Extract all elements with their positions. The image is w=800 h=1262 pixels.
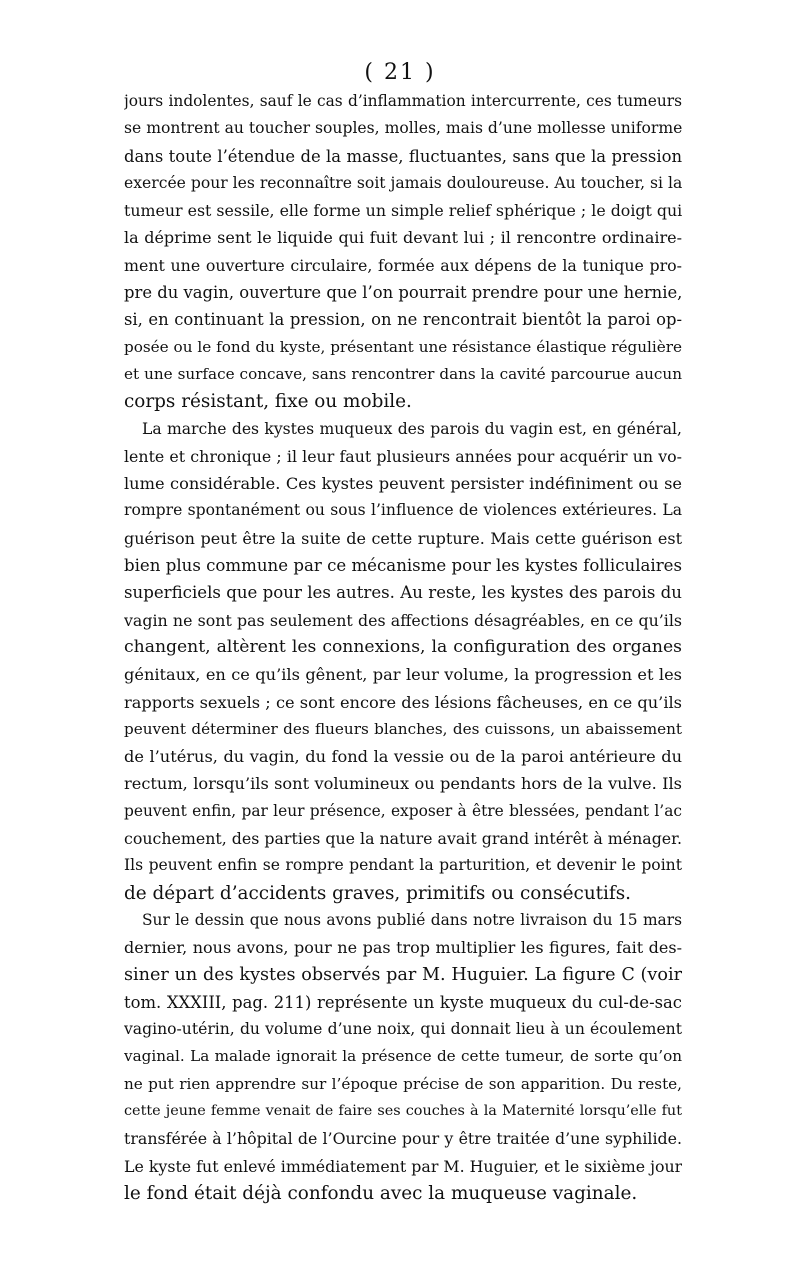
text-line: tom. XXXIII, pag. 211) représente un kyste muqueux du cul-de-sac	[124, 992, 682, 1012]
text-line: lente et chronique ; il leur faut plusieurs années pour acquérir un vo-	[124, 446, 682, 466]
body-text	[124, 88, 682, 1207]
text-line: ne put rien apprendre sur l’époque précise de son apparition. Du reste,	[124, 1074, 682, 1093]
text-line: de départ d’accidents graves, primitifs ou consécutifs.	[124, 882, 632, 904]
text-line: rapports sexuels ; ce sont encore des lésions fâcheuses, en ce qu’ils	[124, 692, 682, 712]
text-line: cette jeune femme venait de faire ses couches à la Maternité lorsqu’elle fut	[124, 1102, 682, 1119]
text-line: rectum, lorsqu’ils sont volumineux ou pendants hors de la vulve. Ils	[124, 774, 682, 794]
text-line: ment une ouverture circulaire, formée aux dépens de la tunique pro-	[124, 255, 682, 275]
text-line: peuvent enfin, par leur présence, exposer à être blessées, pendant l’ac	[124, 801, 682, 820]
text-line: rompre spontanément ou sous l’influence de violences extérieures. La	[124, 501, 682, 520]
text-line: génitaux, en ce qu’ils gênent, par leur volume, la progression et les	[124, 665, 682, 685]
text-line: se montrent au toucher souples, molles, mais d’une mollesse uniforme	[124, 119, 682, 138]
text-line: Ils peuvent enfin se rompre pendant la parturition, et devenir le point	[124, 856, 682, 875]
text-line: posée ou le fond du kyste, présentant une résistance élastique régulière	[124, 337, 682, 356]
text-line: si, en continuant la pression, on ne rencontrait bientôt la paroi op-	[124, 310, 682, 330]
text-line: lume considérable. Ces kystes peuvent persister indéfiniment ou se	[124, 474, 682, 494]
text-line: superficiels que pour les autres. Au reste, les kystes des parois du	[124, 583, 682, 603]
text-line: pre du vagin, ouverture que l’on pourrait prendre pour une hernie,	[124, 283, 682, 303]
text-line: la déprime sent le liquide qui fuit devant lui ; il rencontre ordinaire-	[124, 228, 682, 248]
text-line: vagino-utérin, du volume d’une noix, qui donnait lieu à un écoulement	[124, 1020, 682, 1039]
text-line: dans toute l’étendue de la masse, fluctuantes, sans que la pression	[124, 146, 682, 166]
text-line: exercée pour les reconnaître soit jamais douloureuse. Au toucher, si la	[124, 173, 682, 192]
text-line: et une surface concave, sans rencontrer dans la cavité parcourue aucun	[124, 364, 682, 383]
text-line: de l’utérus, du vagin, du fond la vessie ou de la paroi antérieure du	[124, 747, 682, 767]
text-line: couchement, des parties que la nature avait grand intérêt à ménager.	[124, 829, 682, 849]
text-line: tumeur est sessile, elle forme un simple relief sphérique ; le doigt qui	[124, 201, 682, 221]
text-line: Sur le dessin que nous avons publié dans notre livraison du 15 mars	[142, 910, 682, 929]
text-line: La marche des kystes muqueux des parois du vagin est, en général,	[142, 419, 682, 438]
text-line: vagin ne sont pas seulement des affections désagréables, en ce qu’ils	[124, 610, 682, 630]
text-line: bien plus commune par ce mécanisme pour les kystes folliculaires	[124, 556, 682, 576]
text-line: jours indolentes, sauf le cas d’inflammation intercurrente, ces tumeurs	[124, 92, 682, 110]
text-line: guérison peut être la suite de cette rupture. Mais cette guérison est	[124, 528, 682, 548]
text-line: siner un des kystes observés par M. Huguier. La figure C (voir	[124, 964, 682, 985]
text-line: dernier, nous avons, pour ne pas trop multiplier les figures, fait des-	[124, 938, 682, 958]
text-line: changent, altèrent les connexions, la configuration des organes	[124, 636, 682, 657]
text-line: Le kyste fut enlevé immédiatement par M. Huguier, et le sixième jour	[124, 1156, 682, 1176]
text-line: transférée à l’hôpital de l’Ourcine pour y être traitée d’une syphilide.	[124, 1129, 682, 1149]
text-line: le fond était déjà confondu avec la muqueuse vaginale.	[124, 1182, 638, 1204]
text-line: corps résistant, fixe ou mobile.	[124, 391, 412, 413]
page-number: ( 21 )	[364, 60, 436, 85]
text-line: peuvent déterminer des flueurs blanches, des cuissons, un abaissement	[124, 719, 682, 738]
text-line: vaginal. La malade ignorait la présence de cette tumeur, de sorte qu’on	[124, 1047, 682, 1066]
